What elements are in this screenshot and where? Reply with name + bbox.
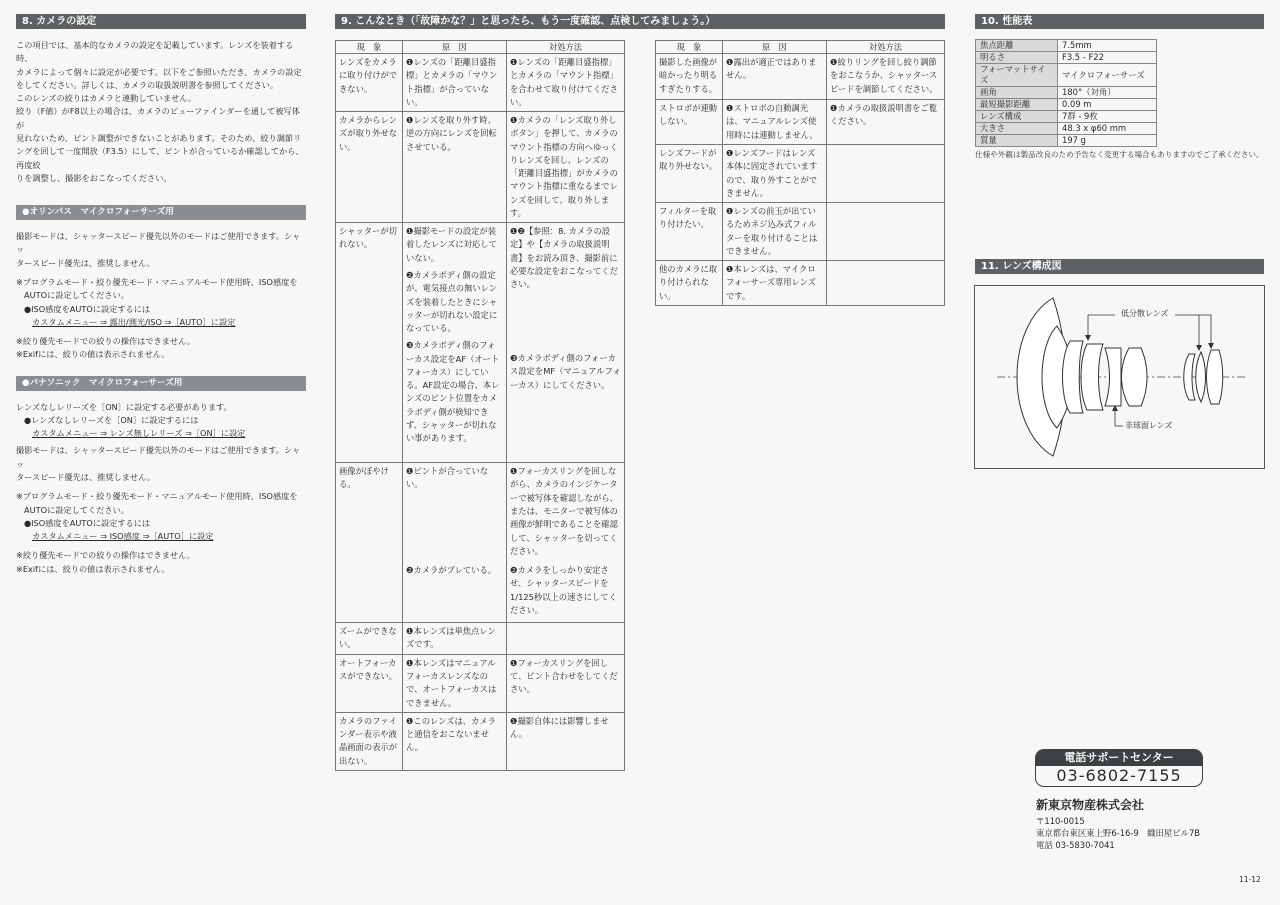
header-remedy: 対処方法 (507, 41, 625, 54)
label-aspherical: 非球面レンズ (1125, 421, 1173, 430)
panasonic-subheader: ●パナソニック マイクロフォーサーズ用 (16, 376, 306, 391)
intro-text: この項目では、基本的なカメラの設定を記載しています。レンズを装着する時、 カメラによって個々に設定が必要です。以下をご参照いただき、カメラの設定 をしてください。詳しくは、カメラの取扱説明書を参照してください。 このレンズの絞りはカメラと連動していません。 絞り（F値）がF8以上の場合は、カメラのビューファインダーを通して被写体が 見れないため、ピント調整ができないことがあります。そのため、絞り調節リ ングを回して一度開放（F3.5）にして、ピントが合っているか確認してから、再度絞 りを調整し、撮影をおこなってください。 (16, 40, 304, 183)
header-phenomenon: 現 象 (336, 41, 403, 54)
phone-support-box (1035, 749, 1203, 787)
lens-diagram-frame (974, 285, 1265, 469)
section-title: 9. こんなとき（「故障かな？」と思ったら、もう一度確認、点検してみましょう。） (335, 14, 945, 29)
table-row: レンズをカメラに取り付けができない。 ❶レンズの「距離目盛指標」とカメラの「マウント指標」が合っていない。 ❶レンズの「距離目盛指標」とカメラの「マウント指標」を合わせて取り付けてください。 (336, 54, 625, 112)
table-row: フィルターを取り付けたい。 ❶レンズの前玉が出ているためネジ込み式フィルターを取り付けることはできません。 (656, 203, 945, 261)
panasonic-text: レンズなしレリーズを［ON］に設定する必要があります。 ●レンズなしレリーズを［ON］に設定するには カスタムメニュー ⇒ レンズ無しレリーズ ⇒［ON］に設定 撮影モードは、シャッタースピード優先以外のモードはご使用できます。シャッ タースピード優先は、推奨しません。 ※プログラムモード・絞り優先モード・マニュアルモード使用時、ISO感度を AUTOに設定してください。 ●ISO感度をAUTOに設定するには カスタムメニュー ⇒ ISO感度 ⇒［AUTO］に設定 ※絞り優先モードでの絞りの操作はできません。 ※Exifには、絞りの値は表示されません。 (16, 401, 301, 574)
header-remedy: 対処方法 (827, 41, 945, 54)
company-info (1036, 797, 1266, 851)
header-cause: 原 因 (723, 41, 827, 54)
table-row: レンズ構成 7群 - 9枚 (976, 111, 1157, 123)
table-row: オートフォーカスができない。 ❶本レンズはマニュアルフォーカスレンズなので、オートフォーカスはできません。 ❶フォーカスリングを回して、ピント合わせをしてください。 (336, 654, 625, 712)
company-address: 東京都台東区東上野6-16-9 織田屋ビル7B (1036, 828, 1201, 838)
support-title: 電話サポートセンター (1035, 749, 1203, 766)
section-lens-diagram (975, 259, 1264, 274)
section-title: 8. カメラの設定 (16, 14, 306, 29)
table-row: ズームができない。 ❶本レンズは単焦点レンズです。 (336, 623, 625, 655)
table-row: 大きさ 48.3 x φ60 mm (976, 123, 1157, 135)
lens-diagram (975, 286, 1264, 468)
label-low-dispersion: 低分散レンズ (1121, 309, 1169, 318)
table-row: 焦点距離 7.5mm (976, 40, 1157, 52)
section-troubleshooting (335, 14, 945, 29)
table-row: シャッターが切れない。 ❶撮影モードの設定が装着したレンズに対応していない。 ❷カメラボディ側の設定が、電気接点の無いレンズを装着したときにシャッターが切れない設定になっている。 ❸カメラボディ側のフォーカス設定をAF（オートフォーカス）にしている。AF設定の場合、本レンズのピント位置をカメラボディ側が検知できず、シャッターが切れない事があります。 ❶❷【参照：8. カメラの設定】や【カメラの取扱説明書】をお読み頂き、撮影前に必要な設定をおこなってください。 ❸カメラボディ側のフォーカス設定をMF（マニュアルフォーカス）にしてください。 (336, 223, 625, 463)
company-name: 新東京物産株式会社 (1036, 798, 1145, 812)
troubleshooting-table-1 (335, 40, 625, 771)
table-row: 画角 180°（対角） (976, 87, 1157, 99)
table-row: 他のカメラに取り付けられない。 ❶本レンズは、マイクロフォーサーズ専用レンズです。 (656, 261, 945, 306)
table-row: カメラからレンズが取り外せない。 ❶レンズを取り外す時、逆の方向にレンズを回転させている。 ❶カメラの「レンズ取り外しボタン」を押して、カメラのマウント指標の方向へゆっくりレンズを回し、レンズの「距離目盛指標」がカメラのマウント指標に重なるまでレンズを回して、取り外します。 (336, 112, 625, 223)
header-phenomenon: 現 象 (656, 41, 723, 54)
table-row: フォーマットサイズ マイクロフォーサーズ (976, 64, 1157, 87)
table-row: 最短撮影距離 0.09 m (976, 99, 1157, 111)
table-row: レンズフードが取り外せない。 ❶レンズフードはレンズ本体に固定されていますので、取り外すことができません。 (656, 145, 945, 203)
page-code: 11-12 (1239, 875, 1261, 884)
company-tel: 電話 03-5830-7041 (1036, 840, 1115, 850)
olympus-subheader: ●オリンパス マイクロフォーサーズ用 (16, 205, 306, 220)
spec-table (975, 39, 1157, 147)
section-camera-settings (16, 14, 306, 576)
table-row: ストロボが連動しない。 ❶ストロボの自動調光は、マニュアルレンズ使用時には連動しません。 ❶カメラの取扱説明書をご覧ください。 (656, 100, 945, 145)
table-row: 質量 197 g (976, 135, 1157, 147)
table-row: 明るさ F3.5 - F22 (976, 52, 1157, 64)
section-title: 11. レンズ構成図 (975, 259, 1264, 274)
table-header-row (336, 41, 625, 54)
troubleshooting-table-2 (655, 40, 945, 306)
spec-note: 仕様や外観は製品改良のため予告なく変更する場合もありますのでご了承ください。 (975, 150, 1264, 159)
section-specifications (975, 14, 1264, 161)
header-cause: 原 因 (403, 41, 507, 54)
company-zip: 〒110-0015 (1036, 816, 1085, 826)
support-phone: 03-6802-7155 (1035, 766, 1203, 787)
olympus-text: 撮影モードは、シャッタースピード優先以外のモードはご使用できます。シャッ タースピード優先は、推奨しません。 ※プログラムモード・絞り優先モード・マニュアルモード使用時、ISO感度を AUTOに設定してください。 ●ISO感度をAUTOに設定するには カスタムメニュー ⇒ 露出/測光/ISO ⇒［AUTO］に設定 ※絞り優先モードでの絞りの操作はできません。 ※Exifには、絞りの値は表示されません。 (16, 231, 301, 360)
table-header-row (656, 41, 945, 54)
table-row: カメラのファインダー表示や液晶画面の表示が出ない。 ❶このレンズは、カメラと通信をおこないません。 ❶撮影自体には影響しません。 (336, 712, 625, 770)
section-title: 10. 性能表 (975, 14, 1264, 29)
table-row: 撮影した画像が暗かったり明るすぎたりする。 ❶露出が適正ではありません。 ❶絞りリングを回し絞り調節をおこなうか、シャッタースピードを調節してください。 (656, 54, 945, 100)
table-row: 画像がぼやける。 ❶ピントが合っていない。 ❷カメラがブレている。 ❶フォーカスリングを回しながら、カメラのインジケーターで被写体を確認しながら、または、モニターで被写体の画像が鮮明であることを確認して、シャッターを切ってください。 ❷カメラをしっかり安定させ、シャッタースピードを1/125秒以上の速さにしてください。 (336, 463, 625, 623)
